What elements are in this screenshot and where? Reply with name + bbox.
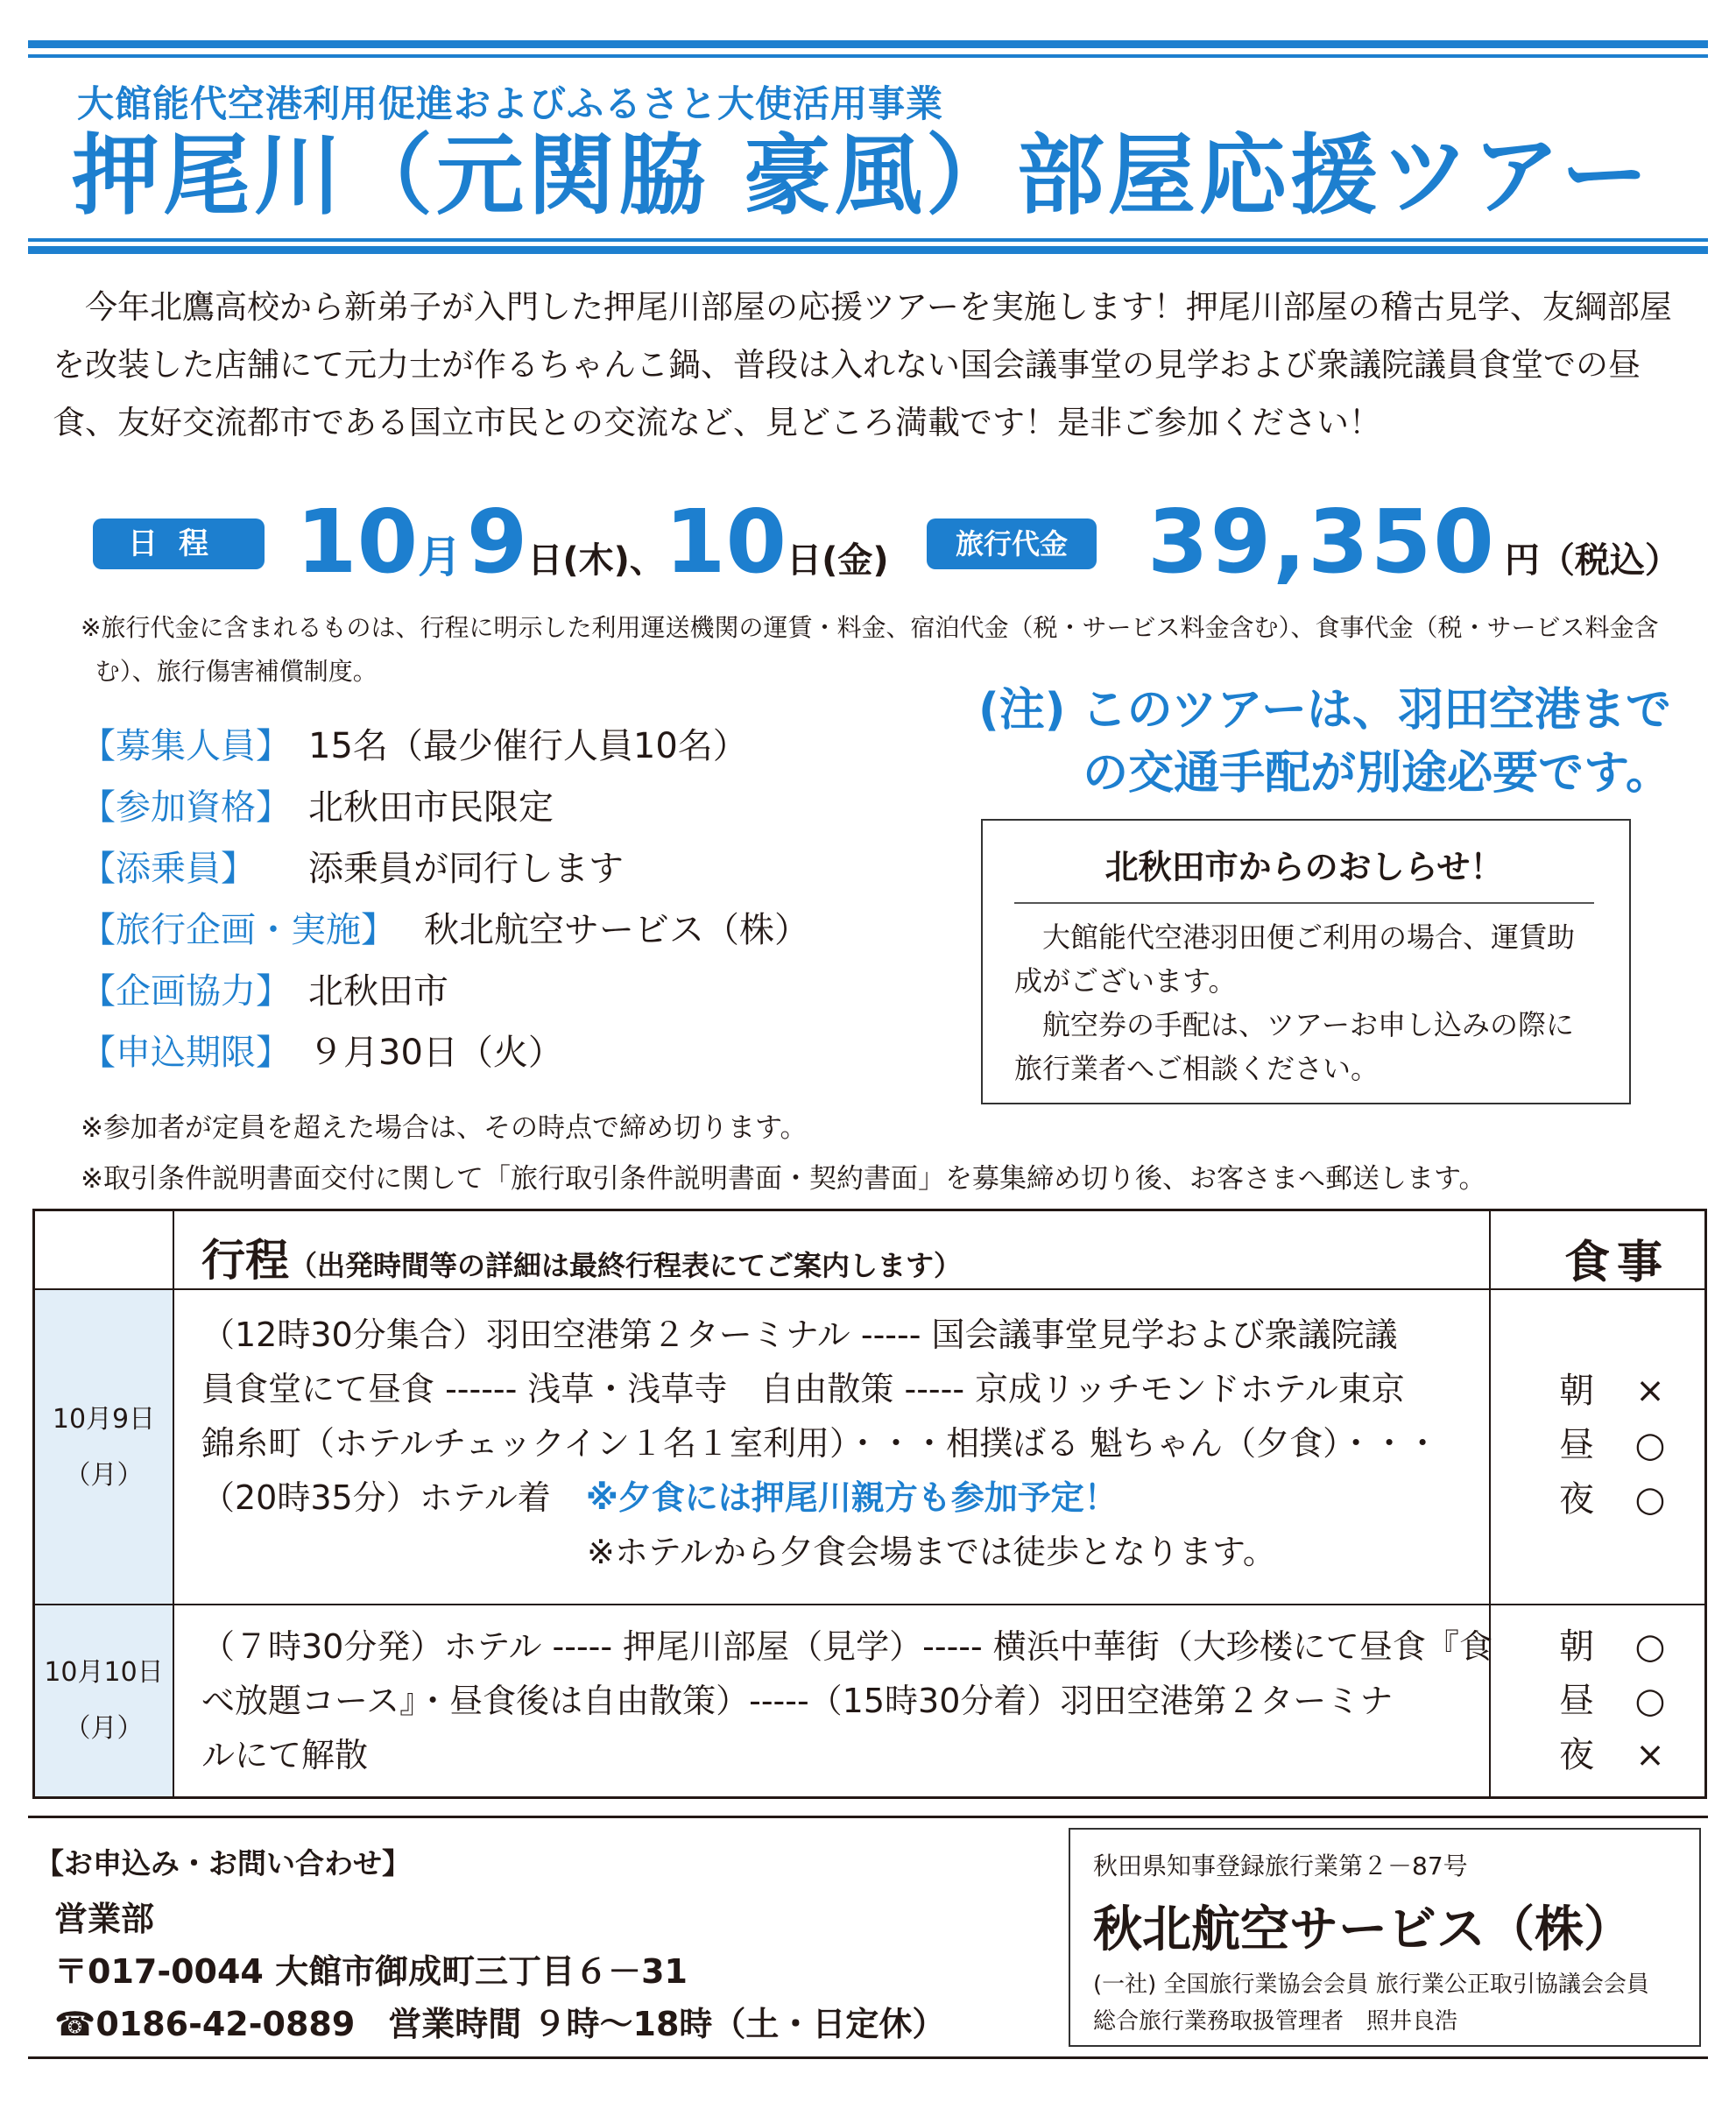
price-badge: 旅行代金 <box>927 518 1097 569</box>
info-label: 【募集人員】 <box>81 726 291 766</box>
caution-line2: の交通手配が別途必要です。 <box>1083 747 1671 800</box>
schedule-sep: 、 <box>629 540 665 581</box>
company-name: 秋北航空サービス（株） <box>1093 1901 1633 1958</box>
subtitle: 大館能代空港利用促進およびふるさと大使活用事業 <box>77 82 944 125</box>
itinerary-line: べ放題コース』・昼食後は自由散策）-----（15時30分着）羽田空港第２ターミナ <box>201 1682 1394 1720</box>
itinerary-line <box>201 1471 1498 1525</box>
contact-phone: ☎0186-42-0889 営業時間 ９時～18時（土・日定休） <box>54 2005 946 2043</box>
meal-row <box>1559 1418 1699 1472</box>
itinerary-table <box>32 1209 1707 1799</box>
itinerary-header-note: （出発時間等の詳細は最終行程表にてご案内します） <box>289 1249 963 1282</box>
info-row-capacity <box>81 718 748 768</box>
meal-row <box>1559 1728 1699 1782</box>
info-value: 北秋田市民限定 <box>308 787 554 828</box>
day-dow: （月） <box>64 1713 144 1744</box>
itinerary-highlight: ※夕食には押尾川親方も参加予定！ <box>585 1478 1118 1517</box>
meal-header: 食事 <box>1563 1237 1669 1289</box>
day-label <box>35 1645 173 1757</box>
page-title: 押尾川（元関脇 豪風）部屋応援ツアー <box>72 124 1652 227</box>
info-value: ９月30日（火） <box>308 1033 563 1073</box>
itinerary-line: ルにて解散 <box>201 1736 369 1774</box>
meal-mark: ○ <box>1634 1681 1666 1721</box>
top-rule-thin <box>28 54 1708 58</box>
schedule-day1: 9 <box>466 490 528 593</box>
meal-mark: × <box>1635 1735 1665 1775</box>
itinerary-day2 <box>201 1619 1498 1782</box>
bottom-rule <box>28 2056 1708 2059</box>
day-date: 10月9日 <box>52 1404 156 1435</box>
company-manager: 総合旅行業務取扱管理者 照井良浩 <box>1093 2008 1458 2035</box>
schedule-badge: 日程 <box>93 518 265 569</box>
meal-name: 昼 <box>1559 1681 1594 1721</box>
deadline-note: ※参加者が定員を超えた場合は、その時点で締め切ります。 <box>81 1112 808 1144</box>
itinerary-line: （７時30分発）ホテル ----- 押尾川部屋（見学）----- 横浜中華街（大珍楼にて昼食『食 <box>201 1627 1493 1666</box>
info-label: 【旅行企画・実施】 <box>81 910 396 950</box>
itinerary-line-text: （20時35分）ホテル着 <box>201 1478 551 1517</box>
meal-name: 昼 <box>1559 1425 1594 1465</box>
title-rule-thin <box>28 238 1708 242</box>
footer-rule <box>28 1816 1708 1818</box>
title-rule-thick <box>28 246 1708 254</box>
meal-name: 夜 <box>1559 1735 1594 1775</box>
itinerary-extra: ※ホテルから夕食会場までは徒歩となります。 <box>587 1533 1276 1571</box>
info-row-conductor <box>81 841 624 891</box>
table-divider <box>35 1604 1704 1605</box>
contact-dept: 営業部 <box>54 1900 155 1938</box>
schedule-month-kanji: 月 <box>418 532 462 582</box>
itinerary-header-title: 行程 <box>201 1235 289 1286</box>
schedule-month: 10 <box>296 490 419 593</box>
info-label: 【添乗員】 <box>81 849 256 889</box>
document-note: ※取引条件説明書面交付に関して「旅行取引条件説明書面・契約書面」を募集締め切り後、お客さまへ郵送します。 <box>81 1163 1486 1195</box>
day-dow: （月） <box>64 1460 144 1491</box>
info-label: 【申込期限】 <box>81 1033 291 1073</box>
contact-address: 〒017-0044 大館市御成町三丁目６－31 <box>54 1952 688 1991</box>
price-amount: 39,350 <box>1147 490 1496 593</box>
itinerary-line: 錦糸町（ホテルチェックイン１名１室利用）・・・相撲ばる 魁ちゃん（夕食）・・・ <box>201 1424 1440 1463</box>
meals-day2 <box>1559 1619 1699 1782</box>
price-unit: 円（税込） <box>1504 540 1680 581</box>
schedule-dow2: (金) <box>822 540 889 581</box>
info-value: 添乗員が同行します <box>308 849 624 889</box>
info-value: 15名（最少催行人員10名） <box>308 726 748 766</box>
notice-title: 北秋田市からのおしらせ！ <box>1014 840 1594 904</box>
company-membership: (一社) 全国旅行業協会会員 旅行業公正取引協議会会員 <box>1093 1972 1649 1998</box>
meal-name: 夜 <box>1559 1479 1594 1520</box>
info-value: 秋北航空サービス（株） <box>424 910 809 950</box>
price <box>1147 490 1680 593</box>
schedule-day-kanji2: 日 <box>787 540 822 581</box>
schedule-day2: 10 <box>664 490 787 593</box>
meal-name: 朝 <box>1559 1371 1594 1411</box>
notice-box <box>981 819 1631 1104</box>
meal-mark: ○ <box>1634 1425 1666 1465</box>
top-rule-thick <box>28 40 1708 48</box>
info-row-deadline <box>81 1025 563 1075</box>
meal-mark: ○ <box>1634 1626 1666 1667</box>
info-label: 【企画協力】 <box>81 971 291 1012</box>
info-row-organizer <box>81 902 809 952</box>
info-label: 【参加資格】 <box>81 787 291 828</box>
info-row-cooperation <box>81 963 448 1013</box>
itinerary-header <box>201 1225 962 1288</box>
company-box <box>1069 1828 1701 2047</box>
meal-name: 朝 <box>1559 1626 1594 1667</box>
meals-day1 <box>1559 1364 1699 1527</box>
info-value: 北秋田市 <box>308 971 448 1012</box>
meal-row <box>1559 1472 1699 1527</box>
price-note: ※旅行代金に含まれるものは、行程に明示した利用運送機関の運賃・料金、宿泊代金（税・サービス料金含む）、食事代金（税・サービス料金含む）、旅行傷害補償制度。 <box>81 613 1659 686</box>
contact-title: 【お申込み・お問い合わせ】 <box>35 1846 411 1880</box>
itinerary-line: （12時30分集合）羽田空港第２ターミナル ----- 国会議事堂見学および衆議院議 <box>201 1316 1398 1354</box>
caution-line1: (注) このツアーは、羽田空港まで <box>977 684 1671 737</box>
itinerary-line: 員食堂にて昼食 ------ 浅草・浅草寺 自由散策 ----- 京成リッチモンドホテル東京 <box>201 1370 1405 1408</box>
day-date: 10月10日 <box>44 1657 164 1688</box>
meal-row <box>1559 1619 1699 1674</box>
itinerary-day1 <box>201 1308 1498 1579</box>
schedule-dow1: (木) <box>562 540 630 581</box>
intro-text: 今年北鷹高校から新弟子が入門した押尾川部屋の応援ツアーを実施します！押尾川部屋の稽古見学、友綱部屋を改装した店舗にて元力士が作るちゃんこ鍋、普段は入れない国会議事堂の見学および衆議院議員食堂での昼食、友好交流都市である国立市民との交流など、見どころ満載です！是非ご参加ください！ <box>53 288 1672 441</box>
info-row-eligibility <box>81 779 554 829</box>
meal-mark: ○ <box>1634 1479 1666 1520</box>
company-registration: 秋田県知事登録旅行業第２－87号 <box>1093 1852 1468 1880</box>
notice-para: 大館能代空港羽田便ご利用の場合、運賃助成がございます。 <box>1014 921 1576 998</box>
notice-body <box>1014 915 1601 1090</box>
table-divider <box>35 1288 1704 1290</box>
schedule-day-kanji1: 日 <box>527 540 563 581</box>
notice-para: 航空券の手配は、ツアーお申し込みの際に旅行業者へご相談ください。 <box>1014 1008 1575 1085</box>
meal-mark: × <box>1635 1371 1665 1411</box>
caution-note <box>918 679 1671 805</box>
day-label <box>35 1392 173 1504</box>
table-divider <box>173 1211 174 1796</box>
meal-row <box>1559 1364 1699 1418</box>
meal-row <box>1559 1674 1699 1728</box>
schedule-dates <box>296 490 889 593</box>
